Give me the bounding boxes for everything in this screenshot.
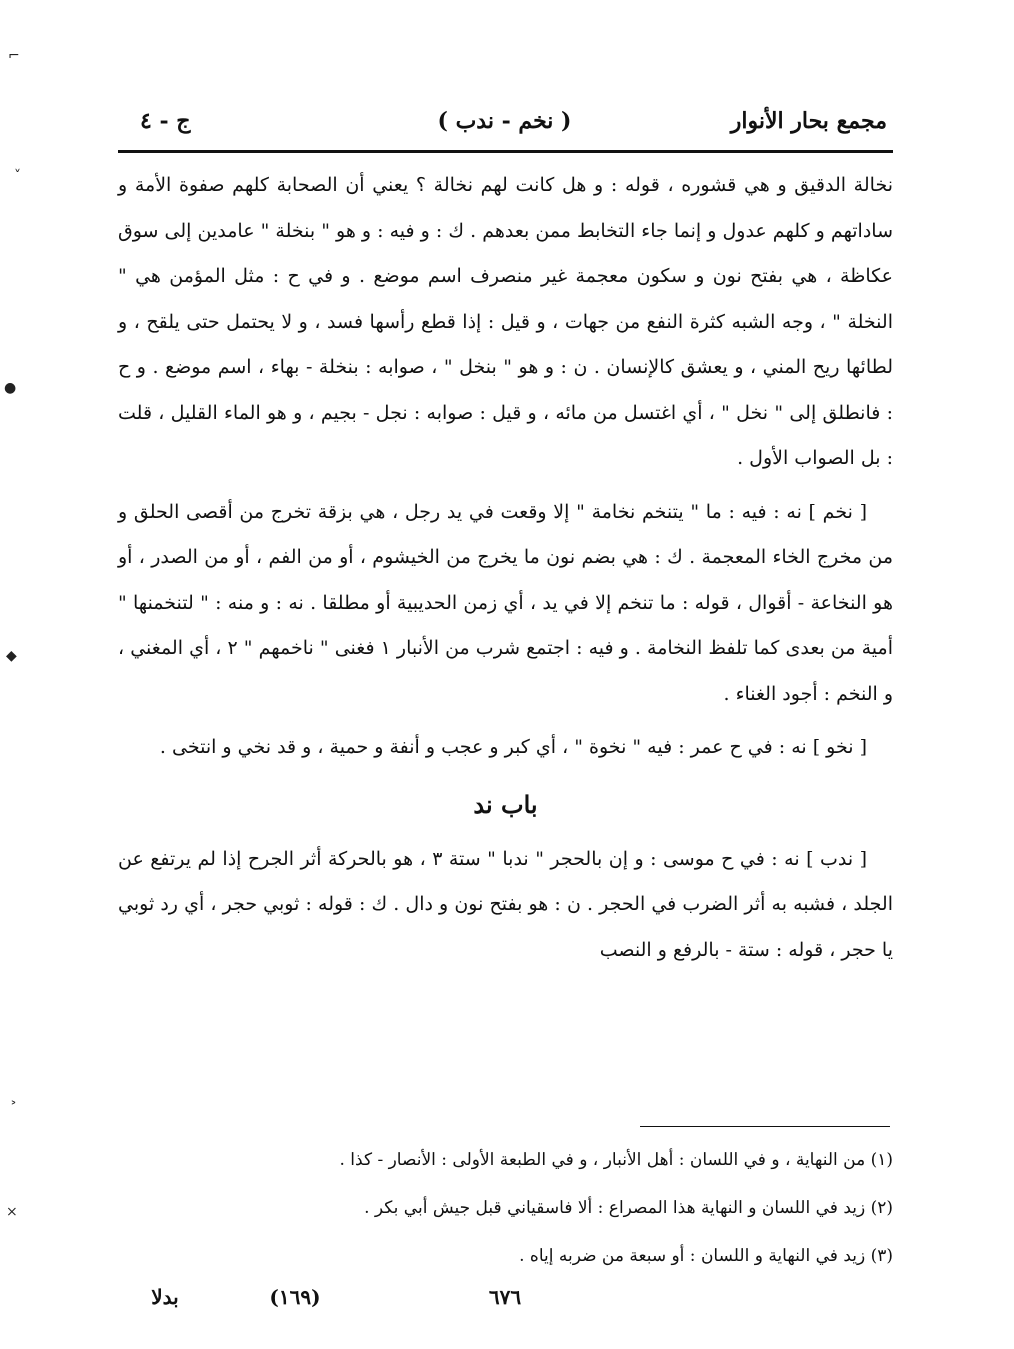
footnotes	[118, 1136, 893, 1280]
paragraph-nakhm: [ نخم ] نه : فيه : ما " يتنخم نخامة " إلا وقعت في يد رجل ، هي بزقة تخرج من أقصى الحلق و من مخرج الخاء المعجمة . ك : هي بضم نون ما يخرج من الخيشوم ، أو من الفم ، أو من الصدر ، أو هو النخاعة - أقوال ، قوله : ما تنخم إلا في يد ، أي زمن الحديبية أو مطلقا . نه : و منه : " لتنخمنها " أمية من بعدى كما تلفظ النخامة . و فيه : اجتمع شرب من الأنبار ١ فغنى " ناخمهم " ٢ ، أي المغني ، و النخم : أجود الغناء .	[118, 500, 893, 705]
running-header	[122, 108, 887, 148]
book-title: مجمع بحار الأنوار	[730, 108, 887, 134]
scan-artifact-mark: ×	[6, 1204, 18, 1220]
paragraph-nadab: [ ندب ] نه : في ح موسى : و إن بالحجر " ندبا " ستة ٣ ، هو بالحركة أثر الجرح إذا لم يرتفع عن الجلد ، فشبه به أثر الضرب في الحجر . ن : هو بفتح نون و دال . ك : قوله : ثوبي حجر ، أي رد ثوبي يا حجر ، قوله : ستة - بالرفع و النصب	[118, 847, 893, 961]
scan-artifact-mark: ◆	[6, 648, 17, 664]
scan-artifact-mark: ⌐	[8, 48, 20, 64]
footnote-rule	[640, 1126, 890, 1127]
main-text	[118, 163, 893, 973]
entry-range: ( نخم - ندب )	[437, 108, 572, 134]
scan-artifact-mark: ˃	[10, 1100, 17, 1116]
header-rule	[118, 150, 893, 153]
paragraph-nakhl: نخالة الدقيق و هي قشوره ، قوله : و هل كانت لهم نخالة ؟ يعني أن الصحابة كلهم صفوة الأمة و ساداتهم و كلهم عدول و إنما جاء التخابط ممن بعدهم . ك : و فيه : و هو " بنخلة " عامدين إلى سوق عكاظة ، هي بفتح نون و سكون معجمة غير منصرف اسم موضع . و في ح : مثل المؤمن هي " النخلة " ، وجه الشبه كثرة النفع من جهات ، و قيل : إذا قطع رأسها فسد ، و لا يحتمل حتى يلقح ، و لطائها ريح المني ، و يعشق كالإنسان . ن : و هو " بنخل " ، صوابه : بنخلة - بهاء ، اسم موضع . و ح : فانطلق إلى " نخل " ، أي اغتسل من مائه ، و قيل : صوابه : نجل - بجيم ، و هو الماء القليل ، قلت : بل الصواب الأول .	[118, 174, 893, 469]
section-title: باب ند	[473, 789, 538, 819]
scan-artifact-mark: ●	[4, 380, 17, 396]
page-number: ٦٧٦	[488, 1285, 522, 1309]
badal-note: بدلا	[151, 1285, 179, 1309]
paragraph-nakhw: [ نخو ] نه : في ح عمر : فيه " نخوة " ، أي كبر و عجب و أنفة و حمية ، و قد نخي و انتخى .	[159, 736, 867, 758]
scan-artifact-mark: ˅	[14, 168, 21, 184]
footnote-2: (٢) زيد في اللسان و النهاية هذا المصراع : ألا فاسقياني قبل جيش أبي بكر .	[364, 1198, 893, 1218]
footnote-1: (١) من النهاية ، و في اللسان : أهل الأنبار ، و في الطبعة الأولى : الأنصار - كذا .	[339, 1150, 893, 1170]
volume-label: ج - ٤	[140, 108, 191, 134]
signature-number: (١٦٩)	[269, 1285, 321, 1309]
footnote-3: (٣) زيد في النهاية و اللسان : أو سبعة من ضربه إياه .	[519, 1246, 893, 1266]
